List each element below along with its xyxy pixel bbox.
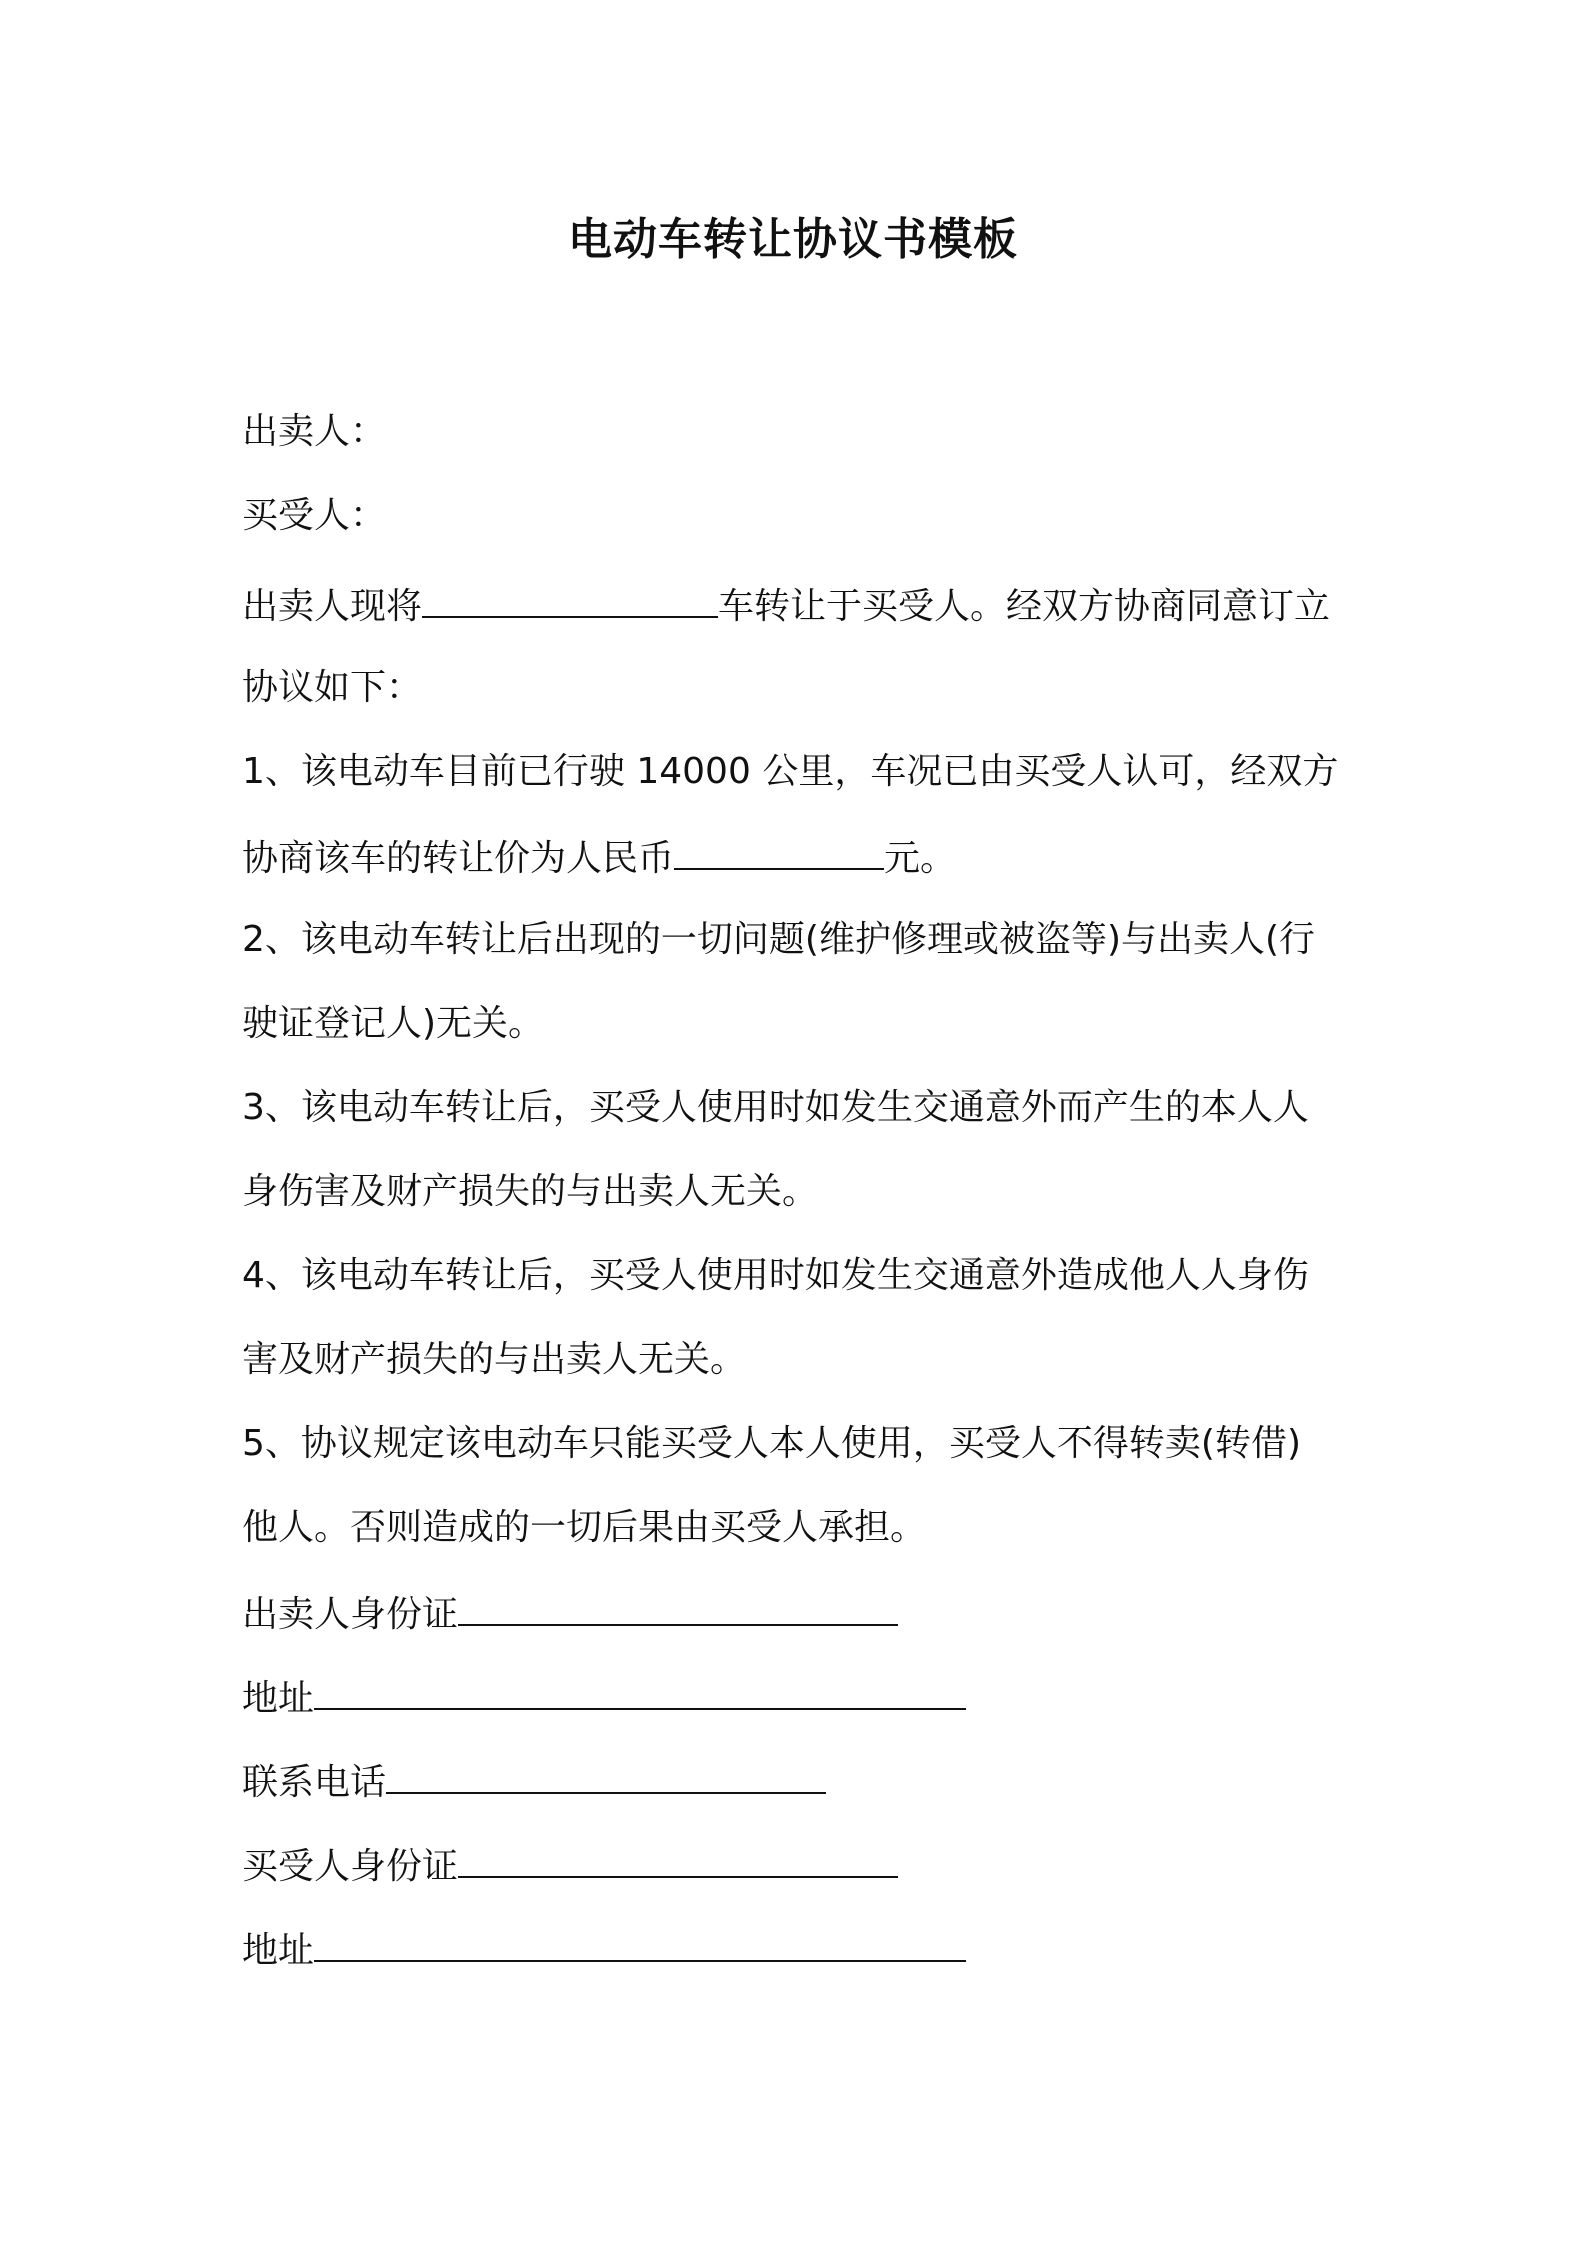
document-title: 电动车转让协议书模板 <box>568 214 1018 265</box>
clause-5-line-2: 他人。否则造成的一切后果由买受人承担。 <box>242 1507 927 1548</box>
seller-address-field <box>242 1672 1382 1723</box>
buyer-address-field <box>242 1924 1382 1975</box>
seller-id-field <box>242 1588 1382 1639</box>
clause-2-line-2: 驶证登记人)无关。 <box>242 1003 545 1044</box>
buyer-id-field <box>242 1840 1382 1891</box>
clause-2-line-1: 2、该电动车转让后出现的一切问题(维护修理或被盗等)与出卖人(行 <box>242 919 1316 960</box>
clause-1-line-1: 1、该电动车目前已行驶 14000 公里，车况已由买受人认可，经双方 <box>242 751 1339 792</box>
contact-phone-blank[interactable] <box>386 1756 826 1794</box>
seller-label: 出卖人： <box>242 411 387 452</box>
buyer-address-label: 地址 <box>242 1930 315 1971</box>
price-text: 协商该车的转让价为人民币 <box>242 838 675 879</box>
seller-address-blank[interactable] <box>314 1672 966 1710</box>
seller-id-blank[interactable] <box>458 1588 898 1626</box>
seller-id-label: 出卖人身份证 <box>242 1594 459 1635</box>
intro-text-start: 出卖人现将 <box>242 586 423 627</box>
seller-address-label: 地址 <box>242 1678 315 1719</box>
price-blank[interactable] <box>674 832 884 870</box>
buyer-label: 买受人： <box>242 495 387 536</box>
clause-3-line-1: 3、该电动车转让后，买受人使用时如发生交通意外而产生的本人人 <box>242 1087 1309 1128</box>
vehicle-blank[interactable] <box>422 580 718 618</box>
clause-4-line-2: 害及财产损失的与出卖人无关。 <box>242 1339 747 1380</box>
clause-4-line-1: 4、该电动车转让后，买受人使用时如发生交通意外造成他人人身伤 <box>242 1255 1309 1296</box>
buyer-address-blank[interactable] <box>314 1924 966 1962</box>
clause-1-line-2 <box>242 832 1382 883</box>
price-unit: 元。 <box>884 838 957 879</box>
clause-5-line-1: 5、协议规定该电动车只能买受人本人使用，买受人不得转卖(转借) <box>242 1423 1301 1464</box>
buyer-id-label: 买受人身份证 <box>242 1846 459 1887</box>
intro-text-end: 车转让于买受人。经双方协商同意订立 <box>718 586 1331 627</box>
intro-line-1 <box>242 580 1382 631</box>
clause-3-line-2: 身伤害及财产损失的与出卖人无关。 <box>242 1171 819 1212</box>
intro-line-2: 协议如下： <box>242 667 423 708</box>
contact-phone-label: 联系电话 <box>242 1762 387 1803</box>
contact-phone-field <box>242 1756 1382 1807</box>
buyer-id-blank[interactable] <box>458 1840 898 1878</box>
